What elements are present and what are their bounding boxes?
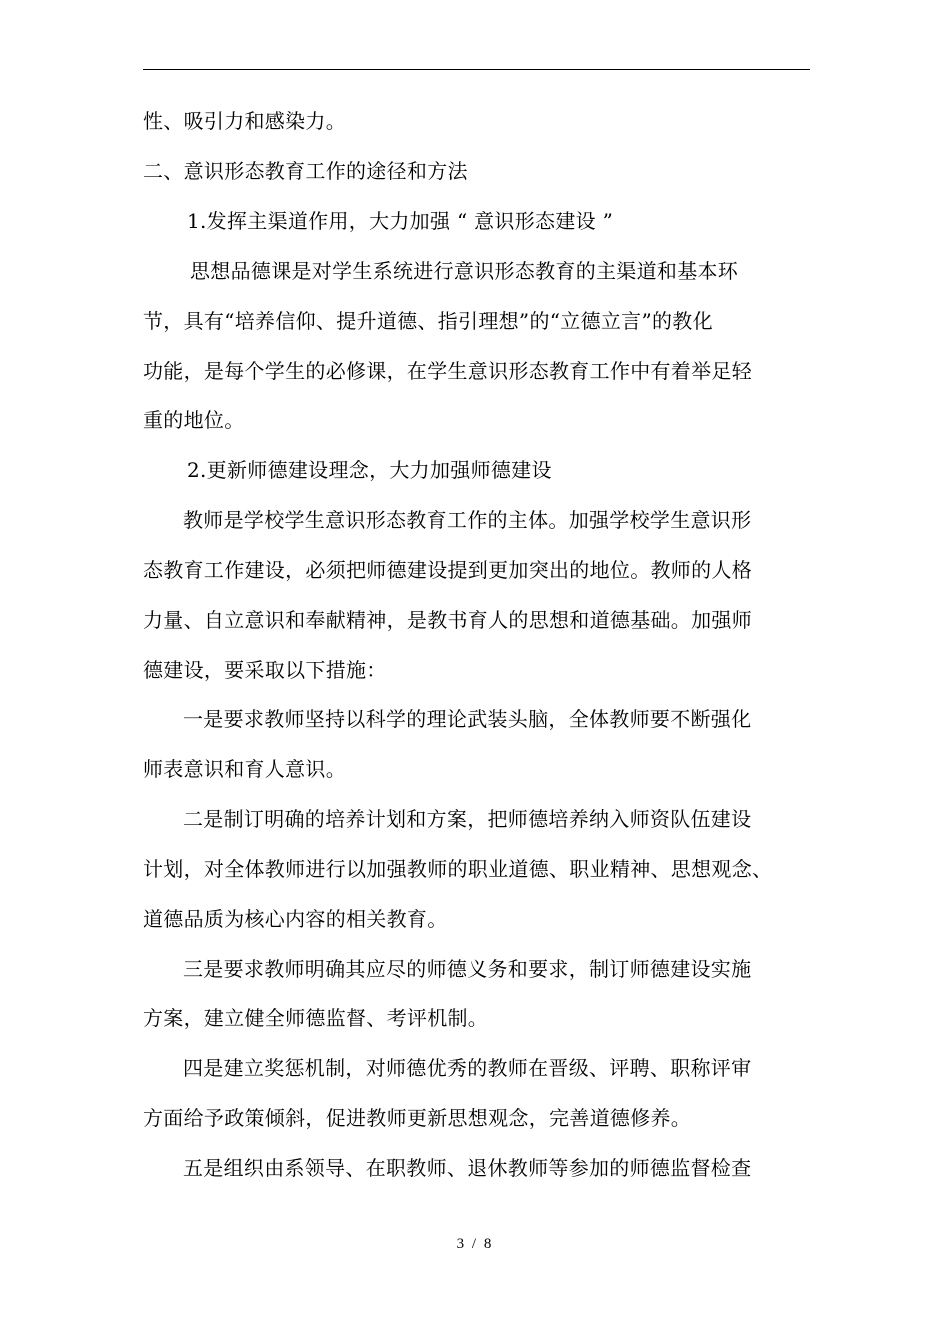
- body-line: 重的地位。: [143, 408, 245, 432]
- list-item-line: 五是组织由系领导、在职教师、退休教师等参加的师德监督检查: [183, 1156, 752, 1180]
- body-line: 性、吸引力和感染力。: [143, 109, 346, 133]
- list-item-line: 三是要求教师明确其应尽的师德义务和要求，制订师德建设实施: [183, 957, 752, 981]
- subsection-heading: 2.更新师德建设理念，大力加强师德建设: [187, 458, 552, 482]
- list-item-line: 道德品质为核心内容的相关教育。: [143, 907, 448, 931]
- body-line: 教师是学校学生意识形态教育工作的主体。加强学校学生意识形: [183, 508, 752, 532]
- body-line: 德建设，要采取以下措施：: [143, 658, 387, 682]
- header-rule: [143, 69, 810, 70]
- body-line: 功能，是每个学生的必修课，在学生意识形态教育工作中有着举足轻: [143, 359, 752, 383]
- body-line: 思想品德课是对学生系统进行意识形态教育的主渠道和基本环: [190, 259, 739, 283]
- body-line: 节，具有“培养信仰、提升道德、指引理想”的“立德立言”的教化: [143, 309, 713, 333]
- list-item-line: 计划，对全体教师进行以加强教师的职业道德、职业精神、思想观念、: [143, 857, 773, 881]
- section-heading: 二、意识形态教育工作的途径和方法: [143, 159, 468, 183]
- list-item-line: 一是要求教师坚持以科学的理论武装头脑，全体教师要不断强化: [183, 707, 752, 731]
- list-item-line: 师表意识和育人意识。: [143, 757, 346, 781]
- list-item-line: 四是建立奖惩机制，对师德优秀的教师在晋级、评聘、职称评审: [183, 1056, 752, 1080]
- list-item-line: 方案，建立健全师德监督、考评机制。: [143, 1006, 489, 1030]
- page-number: 3 / 8: [456, 1236, 494, 1252]
- body-line: 态教育工作建设，必须把师德建设提到更加突出的地位。教师的人格: [143, 558, 752, 582]
- list-item-line: 二是制订明确的培养计划和方案，把师德培养纳入师资队伍建设: [183, 807, 752, 831]
- subsection-heading: 1.发挥主渠道作用，大力加强 “ 意识形态建设 ”: [187, 209, 614, 233]
- body-line: 力量、自立意识和奉献精神，是教书育人的思想和道德基础。加强师: [143, 608, 752, 632]
- list-item-line: 方面给予政策倾斜，促进教师更新思想观念，完善道德修养。: [143, 1106, 692, 1130]
